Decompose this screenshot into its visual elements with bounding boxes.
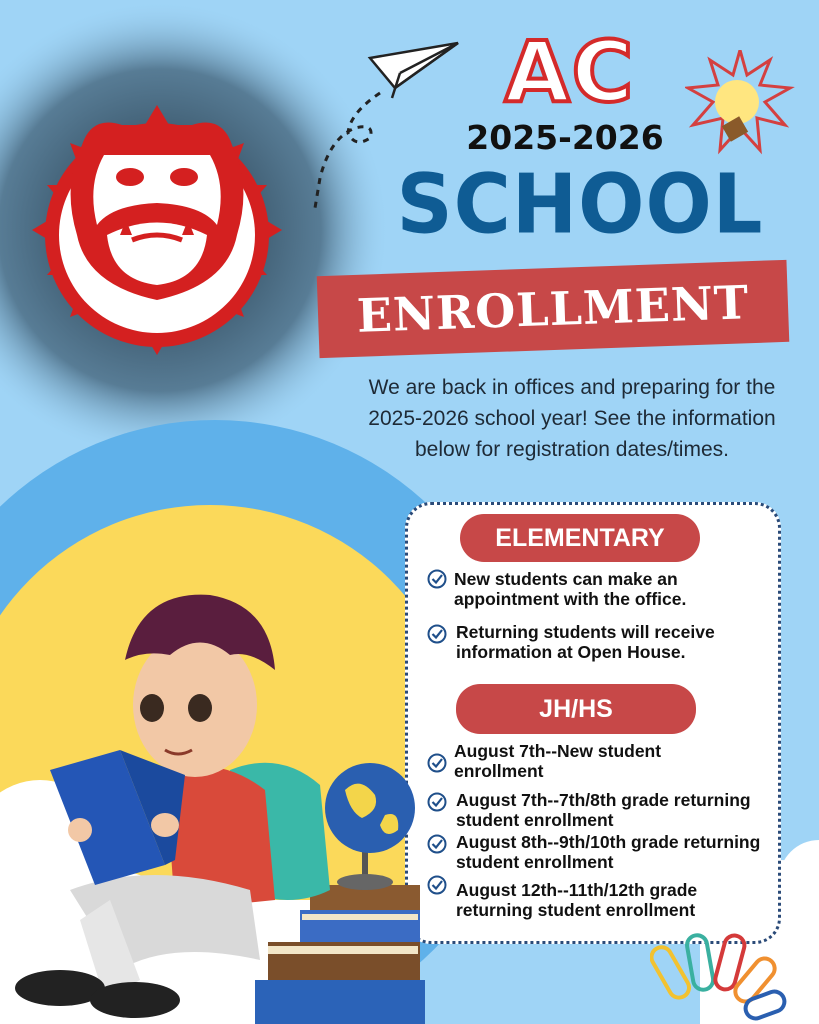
jhhs-item-4: August 12th--11th/12th grade returning student enrollment (456, 880, 698, 920)
school-year: 2025-2026 (466, 118, 664, 157)
school-heading: SCHOOL (396, 157, 764, 253)
check-circle-icon (427, 624, 447, 644)
intro-text: We are back in offices and preparing for the 2025-2026 school year! See the information below for registration dates/times. (368, 376, 776, 461)
elementary-item-1: New students can make an appointment with the office. (454, 569, 687, 609)
jhhs-item-3: August 8th--9th/10th grade returning student enrollment (456, 832, 761, 872)
check-circle-icon (427, 753, 447, 773)
jhhs-heading: JH/HS (456, 684, 696, 734)
check-circle-icon (427, 875, 447, 895)
check-circle-icon (427, 792, 447, 812)
jhhs-item-2: August 7th--7th/8th grade returning student enrollment (456, 790, 751, 830)
enrollment-heading: ENROLLMENT (355, 275, 750, 343)
logo-text: AC (138, 306, 176, 336)
elementary-item-2: Returning students will receive information at Open House. (456, 622, 715, 662)
check-circle-icon (427, 834, 447, 854)
student-reading-illustration (0, 560, 430, 1024)
ac-title: AC (504, 23, 636, 121)
jhhs-item-1: August 7th--New student enrollment (454, 741, 662, 781)
bulldog-logo (12, 85, 302, 375)
paperclips-icon (650, 930, 800, 1024)
check-circle-icon (427, 569, 447, 589)
elementary-heading: ELEMENTARY (460, 514, 700, 562)
lightbulb-icon (685, 50, 795, 160)
